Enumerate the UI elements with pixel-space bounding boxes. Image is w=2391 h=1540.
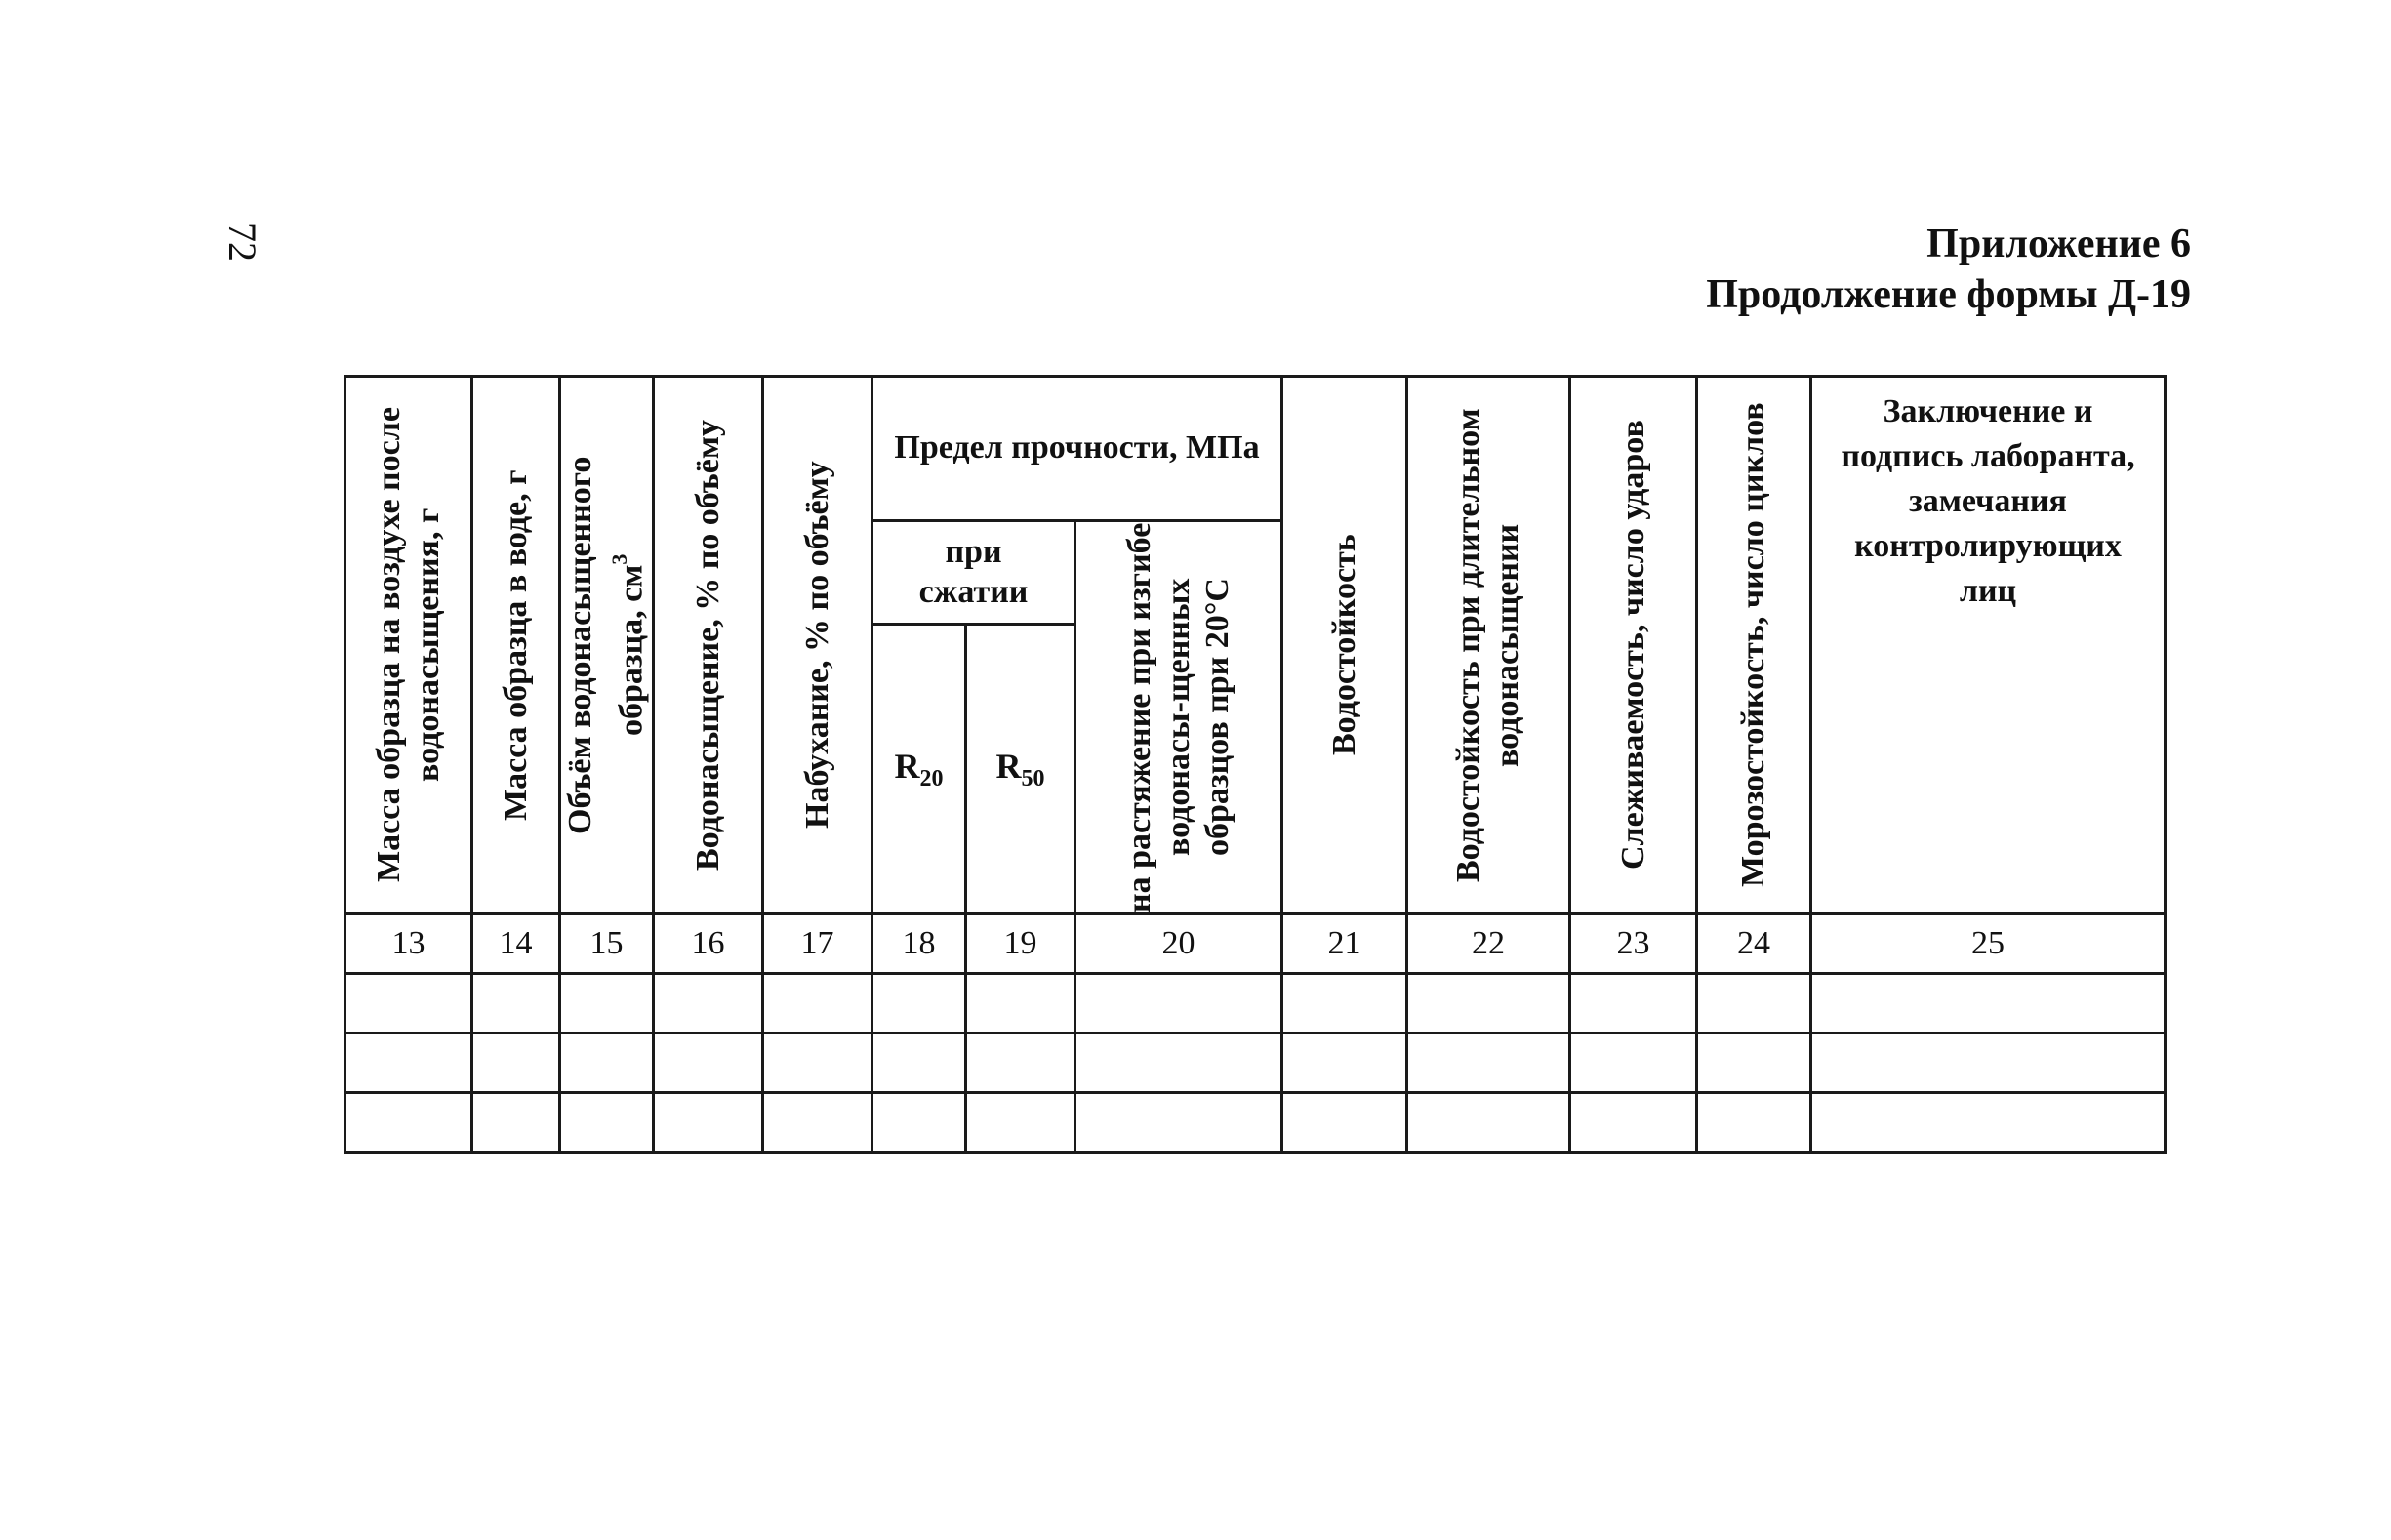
column-number-row [345,914,2166,974]
header-col-23 [1570,377,1697,914]
empty-cell[interactable] [1811,1033,2166,1093]
header-col-20-text: на растяжение при изгибе водонасы-щенных образцов при 20°С [1120,522,1236,912]
empty-cell[interactable] [1407,974,1570,1033]
column-number: 14 [472,914,560,974]
empty-cell[interactable] [654,974,763,1033]
empty-cell[interactable] [1697,974,1811,1033]
empty-cell[interactable] [472,1093,560,1153]
header-col-22 [1407,377,1570,914]
empty-cell[interactable] [1407,1033,1570,1093]
empty-cell[interactable] [763,974,872,1033]
table-row [345,974,2166,1033]
column-number: 16 [654,914,763,974]
empty-cell[interactable] [1075,1033,1282,1093]
empty-cell[interactable] [872,974,966,1033]
header-col-14-text: Масса образца в воде, г [497,469,534,821]
empty-cell[interactable] [472,974,560,1033]
header-col-15 [560,377,654,914]
empty-cell[interactable] [966,974,1075,1033]
appendix-title: Приложение 6 [1926,222,2191,266]
header-col-21-text: Водостойкость [1325,534,1362,756]
header-col-17-text: Набухание, % по объёму [798,461,835,830]
header-col-24 [1697,377,1811,914]
header-strength-group: Предел прочности, МПа [872,377,1282,521]
column-number: 21 [1282,914,1407,974]
column-number: 25 [1811,914,2166,974]
empty-cell[interactable] [763,1093,872,1153]
column-number: 17 [763,914,872,974]
form-d19-table [344,375,2167,1154]
appendix-header [1706,219,2191,320]
column-number: 15 [560,914,654,974]
empty-cell[interactable] [1570,1093,1697,1153]
header-col-21 [1282,377,1407,914]
header-col-20 [1075,521,1282,914]
header-col-23-text: Слеживаемость, число ударов [1614,420,1651,871]
empty-cell[interactable] [345,1033,472,1093]
empty-cell[interactable] [345,1093,472,1153]
page-number: 72 [221,223,264,262]
header-col-13 [345,377,472,914]
empty-cell[interactable] [872,1093,966,1153]
empty-cell[interactable] [560,1033,654,1093]
empty-cell[interactable] [345,974,472,1033]
empty-cell[interactable] [1570,1033,1697,1093]
empty-cell[interactable] [763,1033,872,1093]
header-col-17 [763,377,872,914]
empty-cell[interactable] [1075,974,1282,1033]
empty-cell[interactable] [1811,1093,2166,1153]
empty-cell[interactable] [1697,1033,1811,1093]
column-number: 19 [966,914,1075,974]
empty-cell[interactable] [966,1093,1075,1153]
empty-cell[interactable] [560,974,654,1033]
empty-cell[interactable] [1407,1093,1570,1153]
form-continuation-title: Продолжение формы Д-19 [1706,272,2191,317]
header-col-25: Заключение и подпись лаборанта, замечания контролирующих лиц [1811,377,2166,914]
column-number: 22 [1407,914,1570,974]
column-number: 13 [345,914,472,974]
header-col-16-text: Водонасыщение, % по объёму [689,420,726,871]
empty-cell[interactable] [1282,974,1407,1033]
empty-cell[interactable] [1282,1033,1407,1093]
header-col-24-text: Морозостойкость, число циклов [1735,402,1772,888]
empty-cell[interactable] [654,1033,763,1093]
column-number: 24 [1697,914,1811,974]
header-r50: $R_{50}$ [966,625,1075,914]
empty-cell[interactable] [472,1033,560,1093]
table-row [345,1093,2166,1153]
header-col-15-text: Объём водонасыщенного образца, $см^3$ [562,456,650,834]
empty-cell[interactable] [966,1033,1075,1093]
empty-cell[interactable] [1282,1093,1407,1153]
empty-cell[interactable] [1075,1093,1282,1153]
header-col-16 [654,377,763,914]
header-col-22-text: Водостойкость при длительном водонасыщении [1450,408,1526,882]
column-number: 23 [1570,914,1697,974]
header-col-13-text: Масса образца на воздухе после водонасыщения, г [370,407,446,883]
empty-cell[interactable] [872,1033,966,1093]
empty-cell[interactable] [1697,1093,1811,1153]
empty-cell[interactable] [1811,974,2166,1033]
empty-cell[interactable] [560,1093,654,1153]
header-r20: $R_{20}$ [872,625,966,914]
header-compression-group: при сжатии [872,521,1075,625]
empty-cell[interactable] [654,1093,763,1153]
column-number: 18 [872,914,966,974]
column-number: 20 [1075,914,1282,974]
header-col-14 [472,377,560,914]
empty-cell[interactable] [1570,974,1697,1033]
table-row [345,1033,2166,1093]
